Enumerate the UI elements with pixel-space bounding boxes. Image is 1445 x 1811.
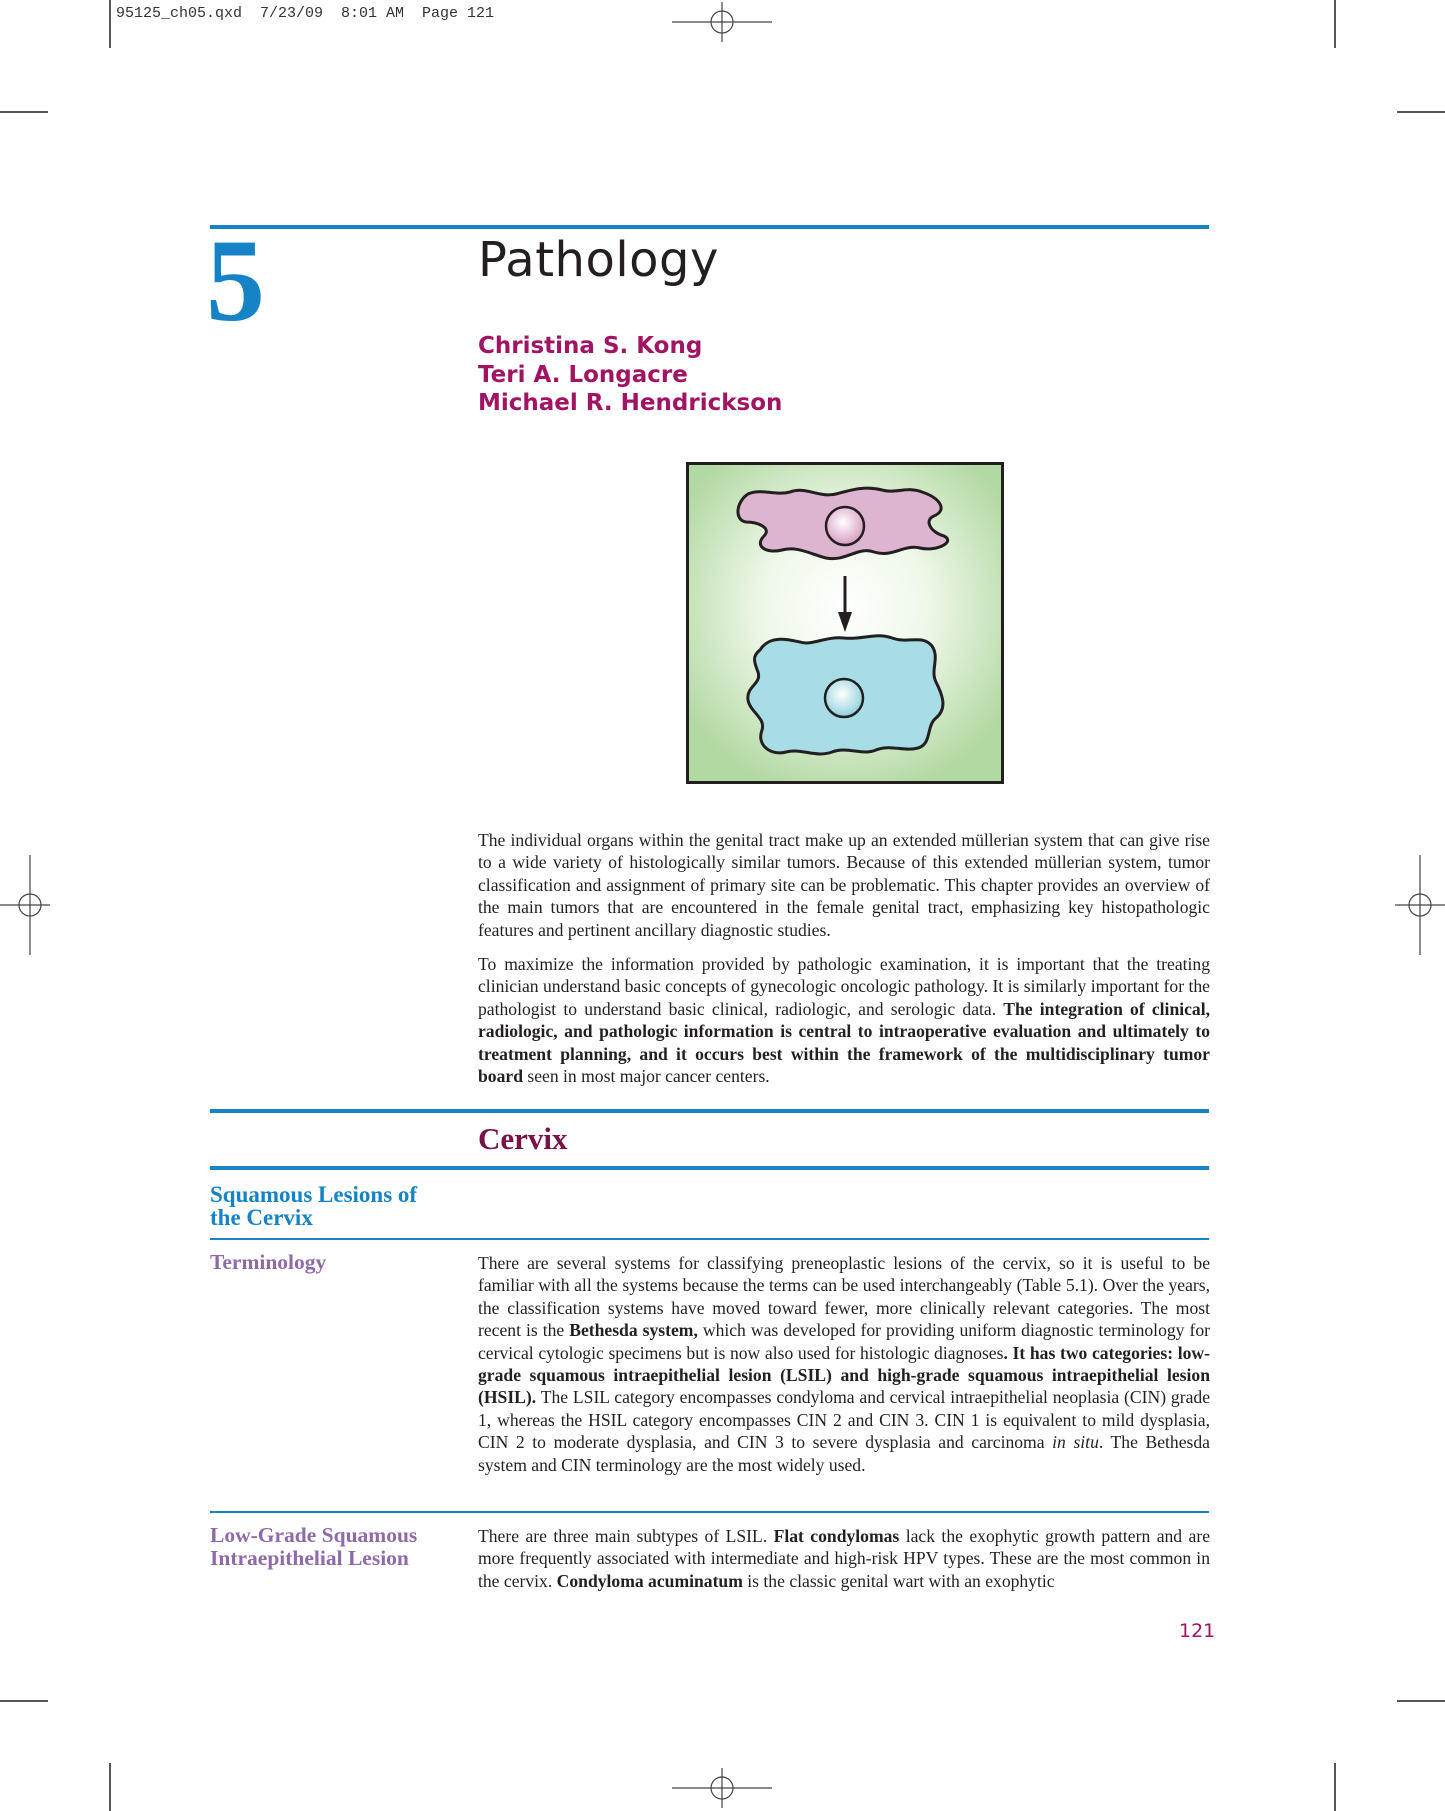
author-name: Michael R. Hendrickson: [478, 390, 783, 416]
print-slug: 95125_ch05.qxd 7/23/09 8:01 AM Page 121: [116, 5, 495, 22]
intro-text: [478, 829, 1210, 1099]
section-top-rule: [210, 1109, 1209, 1113]
crop-mark: [0, 111, 48, 113]
subsection-divider: [210, 1238, 1209, 1240]
registration-mark-icon: [0, 855, 50, 955]
terminology-paragraph: There are several systems for classifying preneoplastic lesions of the cervix, so it is useful to be familiar with all the systems because the terms can be used interchangeably (Table 5.1). Over the years, the classification systems have moved toward fewer, more clinically relevant categories. The most recent is the Bethesda system, which was developed for providing uniform diagnostic terminology for cervical cytologic specimens but is now also used for histologic diagnoses. It has two categories: low-grade squamous intraepithelial lesion (LSIL) and high-grade squamous intraepithelial lesion (HSIL). The LSIL category encompasses condyloma and cervical intraepithelial neoplasia (CIN) grade 1, whereas the HSIL category encompasses CIN 2 and CIN 3. CIN 1 is equivalent to mild dysplasia, CIN 2 to moderate dysplasia, and CIN 3 to severe dysplasia and carcinoma in situ. The Bethesda system and CIN terminology are the most widely used.: [478, 1253, 1210, 1475]
subsection-divider: [210, 1511, 1209, 1513]
crop-mark: [109, 1763, 111, 1811]
crop-mark: [1334, 0, 1336, 48]
crop-mark: [109, 0, 111, 48]
author-list: [478, 332, 782, 418]
chapter-opener-illustration: [686, 462, 1004, 784]
chapter-title: Pathology: [478, 232, 719, 288]
author-name: Teri A. Longacre: [478, 361, 688, 388]
lsil-paragraph: There are three main subtypes of LSIL. Flat condylomas lack the exophytic growth pattern and are more frequently associated with intermediate and high-risk HPV types. These are the most common in the cervix. Condyloma acuminatum is the classic genital wart with an exophytic: [478, 1526, 1210, 1591]
subsection-heading: Squamous Lesions of the Cervix: [210, 1182, 418, 1230]
intro-paragraph: The individual organs within the genital tract make up an extended müllerian system that can give rise to a wide variety of histologically similar tumors. Because of this extended müllerian system, tumor classification and assignment of primary site can be problematic. This chapter provides an overview of the main tumors that are encountered in the female genital tract, emphasizing key histopathologic features and pertinent ancillary diagnostic studies.: [478, 830, 1210, 940]
registration-mark-icon: [672, 2, 772, 42]
bold-emphasis: The integration of clinical, radiologic, and pathologic information is central to intraoperative evaluation and ultimately to treatment planning, and it occurs best within the framework of the multidisciplinary tumor board: [478, 998, 1211, 1087]
chapter-number: 5: [206, 215, 265, 346]
section-bottom-rule: [210, 1166, 1209, 1170]
lsil-text: [478, 1525, 1210, 1604]
crop-mark: [1397, 1700, 1445, 1702]
author-name: Christina S. Kong: [478, 333, 703, 359]
page-number: 121: [1179, 1620, 1216, 1642]
intro-paragraph: To maximize the information provided by pathologic examination, it is important that the treating clinician understand basic concepts of gynecologic oncologic pathology. It is similarly important for the pathologist to understand basic clinical, radiologic, and serologic data. The integration of clinical, radiologic, and pathologic information is central to intraoperative evaluation and ultimately to treatment planning, and it occurs best within the framework of the multidisciplinary tumor board seen in most major cancer centers.: [478, 954, 1211, 1087]
lsil-heading: Low-Grade Squamous Intraepithelial Lesion: [210, 1523, 418, 1570]
section-title: Cervix: [478, 1121, 568, 1156]
crop-mark: [1397, 111, 1445, 113]
blue-cell-shape: [748, 636, 943, 754]
terminology-text: [478, 1252, 1210, 1488]
crop-mark: [0, 1700, 48, 1702]
chapter-top-rule: [210, 225, 1209, 229]
terminology-heading: Terminology: [210, 1250, 327, 1274]
pink-cell-shape: [738, 488, 948, 559]
crop-mark: [1334, 1763, 1336, 1811]
registration-mark-icon: [1395, 855, 1445, 955]
registration-mark-icon: [672, 1768, 772, 1808]
